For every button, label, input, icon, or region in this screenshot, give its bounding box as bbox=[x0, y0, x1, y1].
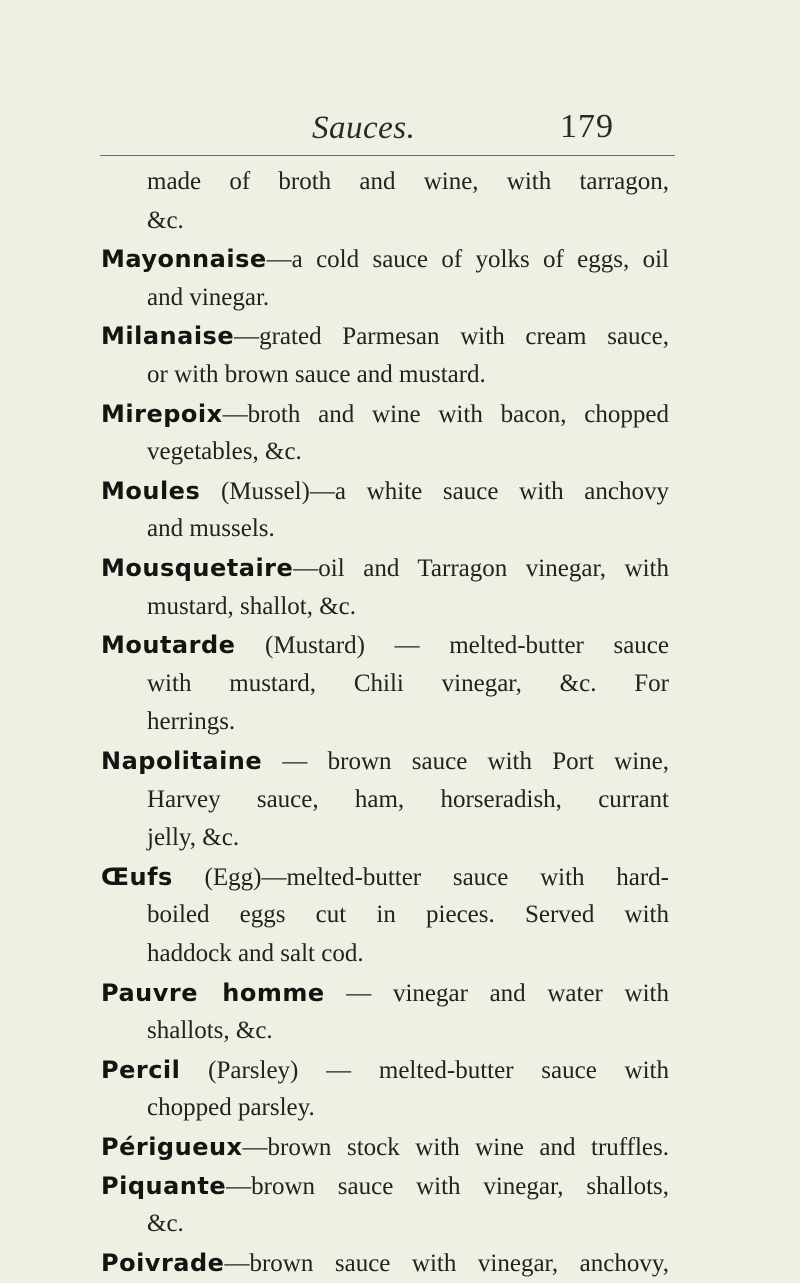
text-line: boiled eggs cut in pieces. Served with bbox=[147, 901, 669, 929]
text-line: jelly, &c. bbox=[147, 824, 240, 852]
text-line: herrings. bbox=[147, 708, 236, 736]
entry-term: Pauvre homme bbox=[101, 978, 325, 1007]
entry-moutarde: Moutarde (Mustard) — melted-butter sauce bbox=[101, 631, 669, 660]
text-line: shallots, &c. bbox=[147, 1017, 273, 1045]
text-line: or with brown sauce and mustard. bbox=[147, 361, 486, 388]
entry-moules: Moules (Mussel)—a white sauce with anchovy bbox=[101, 476, 669, 505]
text-line: Harvey sauce, ham, horseradish, currant bbox=[147, 785, 669, 813]
page-number: 179 bbox=[560, 108, 614, 145]
entry-perigueux: Périgueux—brown stock with wine and truffles. bbox=[101, 1133, 669, 1161]
entry-definition: —brown sauce with vinegar, anchovy, bbox=[224, 1249, 669, 1277]
entry-term: Napolitaine bbox=[101, 747, 263, 775]
entry-term: Milanaise bbox=[101, 322, 235, 351]
text-line: and mussels. bbox=[147, 515, 275, 543]
text-line: &c. bbox=[147, 206, 184, 234]
entry-term: Mousquetaire bbox=[101, 554, 294, 582]
text-line: &c. bbox=[147, 1210, 184, 1238]
running-head-title: Sauces. bbox=[312, 110, 416, 146]
text-line: with mustard, Chili vinegar, &c. For bbox=[147, 669, 669, 697]
text-line: and vinegar. bbox=[147, 283, 270, 311]
entry-term: Moules bbox=[101, 476, 201, 505]
entry-oeufs: Œufs (Egg)—melted-butter sauce with hard- bbox=[101, 862, 669, 891]
entry-milanaise: Milanaise—grated Parmesan with cream sauce, bbox=[101, 322, 669, 351]
entry-term: Périgueux bbox=[101, 1133, 243, 1161]
entry-term: Mirepoix bbox=[101, 399, 223, 428]
entry-pauvre-homme: Pauvre homme — vinegar and water with bbox=[101, 978, 669, 1007]
entry-piquante: Piquante—brown sauce with vinegar, shallots, bbox=[101, 1171, 669, 1200]
text-line: mustard, shallot, &c. bbox=[147, 592, 356, 620]
entry-term: Œufs bbox=[101, 862, 173, 891]
entry-term: Moutarde bbox=[101, 631, 236, 660]
entry-poivrade bbox=[101, 1247, 669, 1280]
entry-percil: Percil (Parsley) — melted-butter sauce with bbox=[101, 1055, 669, 1084]
entry-napolitaine: Napolitaine — brown sauce with Port wine, bbox=[101, 747, 669, 775]
entry-term: Poivrade bbox=[101, 1248, 225, 1277]
text-line: vegetables, &c. bbox=[147, 438, 302, 466]
entry-term: Mayonnaise bbox=[101, 245, 267, 274]
text-line: chopped parsley. bbox=[147, 1094, 315, 1122]
entry-mousquetaire: Mousquetaire—oil and Tarragon vinegar, with bbox=[101, 554, 669, 582]
entry-mayonnaise: Mayonnaise—a cold sauce of yolks of eggs, oil bbox=[101, 245, 669, 274]
entry-term: Piquante bbox=[101, 1171, 227, 1200]
text-line: made of broth and wine, with tarragon, bbox=[147, 168, 669, 195]
text-line: haddock and salt cod. bbox=[147, 940, 364, 967]
entry-mirepoix: Mirepoix—broth and wine with bacon, chopped bbox=[101, 399, 669, 428]
entry-term: Percil bbox=[101, 1055, 181, 1084]
